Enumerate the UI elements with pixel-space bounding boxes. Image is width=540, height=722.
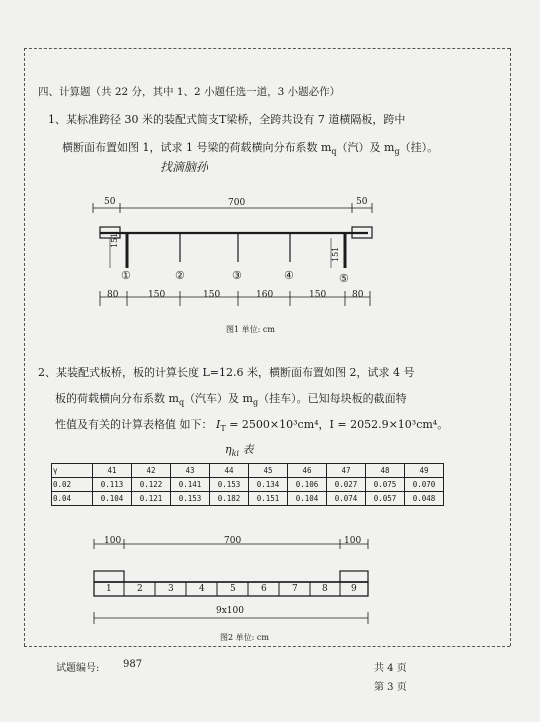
fig2-caption: 图2 单位: cm (220, 633, 269, 642)
table-header-cell: 46 (288, 464, 327, 478)
fig1-dim-top: 700 (228, 198, 246, 208)
beam-label-2: ② (175, 269, 185, 282)
table-cell: 0.075 (366, 478, 405, 492)
q1-line1: 1、某标准跨径 30 米的装配式简支T梁桥，全跨共设有 7 道横隔板，跨中 (48, 113, 406, 126)
exam-code-label: 试题编号: (56, 663, 100, 674)
q2-line2-mid: （汽车）及 m (184, 392, 253, 405)
slab-label-3: 3 (168, 584, 174, 594)
table-header-cell: 49 (405, 464, 444, 478)
fig1-caption: 图1 单位: cm (226, 325, 275, 334)
table-cell: 0.182 (210, 492, 249, 506)
q2-sub-q: q (178, 398, 185, 408)
section-header: 四、计算题（共 22 分，其中 1、2 小题任选一道，3 小题必作） (38, 86, 341, 98)
fig1-dim-right: 50 (356, 197, 368, 207)
beam-label-5: ⑤ (339, 272, 349, 285)
eta-title-sub: ki (231, 449, 239, 459)
table-cell: 0.02 (52, 478, 93, 492)
fig1-bottom-dim-6: 80 (352, 290, 364, 300)
slab-label-9: 9 (351, 584, 357, 594)
table-cell: 0.074 (327, 492, 366, 506)
fig1-bottom-dim-1: 80 (107, 290, 119, 300)
slab-label-2: 2 (137, 584, 143, 594)
table-cell: 0.070 (405, 478, 444, 492)
fig1-height-right: 151 (331, 246, 340, 262)
eta-title-symbol: η (225, 443, 232, 456)
table-cell: 0.134 (249, 478, 288, 492)
slab-label-7: 7 (292, 584, 298, 594)
slab-label-5: 5 (230, 584, 236, 594)
table-header-cell: 47 (327, 464, 366, 478)
table-cell: 0.106 (288, 478, 327, 492)
fig2-dim-left: 100 (104, 536, 122, 546)
table-header-cell: 44 (210, 464, 249, 478)
table-cell: 0.104 (288, 492, 327, 506)
table-cell: 0.104 (93, 492, 132, 506)
q2-formula-symbol: I (216, 418, 221, 431)
q2-line3-text: 性值及有关的计算表格值 如下： (55, 418, 213, 431)
fig2-dim-top: 700 (224, 536, 242, 546)
q1-line2-end: （挂）。 (399, 141, 439, 154)
table-cell: 0.141 (171, 478, 210, 492)
fig2-dim-right: 100 (344, 536, 362, 546)
slab-label-4: 4 (199, 584, 205, 594)
slab-label-8: 8 (322, 584, 328, 594)
table-header-cell: 43 (171, 464, 210, 478)
table-cell: 0.027 (327, 478, 366, 492)
table-header-cell: 42 (132, 464, 171, 478)
table-cell: 0.122 (132, 478, 171, 492)
fig2-bottom-dim: 9x100 (216, 606, 244, 616)
beam-label-4: ④ (284, 269, 294, 282)
q1-line2-mid: （汽）及 m (336, 141, 395, 154)
table-cell: 0.113 (93, 478, 132, 492)
total-pages: 共 4 页 (374, 663, 407, 674)
fig1-bottom-dim-3: 150 (203, 290, 221, 300)
slab-label-6: 6 (261, 584, 267, 594)
eta-title-end: 表 (239, 443, 254, 456)
table-header-cell: 41 (93, 464, 132, 478)
page-number: 第 3 页 (374, 682, 407, 693)
fig1-height-left: 151 (110, 232, 119, 248)
q1-line2-text: 横断面布置如图 1，试求 1 号梁的荷载横向分布系数 m (62, 141, 332, 154)
q2-line2-end: （挂车）。已知每块板的截面特 (258, 392, 407, 405)
table-cell: 0.057 (366, 492, 405, 506)
q2-sub-g: g (253, 398, 259, 408)
beam-label-1: ① (121, 269, 131, 282)
table-cell: 0.151 (249, 492, 288, 506)
slab-label-1: 1 (106, 584, 112, 594)
table-header-cell: γ (52, 464, 93, 478)
fig1-dim-left: 50 (104, 197, 116, 207)
q2-line2-text: 板的荷载横向分布系数 m (55, 392, 179, 405)
fig1-bottom-dim-5: 150 (309, 290, 327, 300)
table-header-cell: 48 (366, 464, 405, 478)
q1-sub-g: g (394, 147, 400, 157)
table-cell: 0.153 (210, 478, 249, 492)
q2-line1: 2、某装配式板桥，板的计算长度 L=12.6 米，横断面布置如图 2，试求 4 号 (38, 366, 415, 379)
table-cell: 0.04 (52, 492, 93, 506)
q1-sub-q: q (331, 147, 337, 157)
table-header-cell: 45 (249, 464, 288, 478)
q2-formula-sub: T (220, 424, 226, 434)
table-cell: 0.121 (132, 492, 171, 506)
exam-code-value: 987 (123, 659, 143, 670)
table-cell: 0.153 (171, 492, 210, 506)
fig1-bottom-dim-4: 160 (256, 290, 274, 300)
q2-formula-rest: = 2500×10³cm⁴，I = 2052.9×10³cm⁴。 (225, 418, 449, 431)
table-cell: 0.048 (405, 492, 444, 506)
beam-label-3: ③ (232, 269, 242, 282)
handwritten-note: 找滴脑孙 (160, 160, 209, 174)
fig1-bottom-dim-2: 150 (148, 290, 166, 300)
